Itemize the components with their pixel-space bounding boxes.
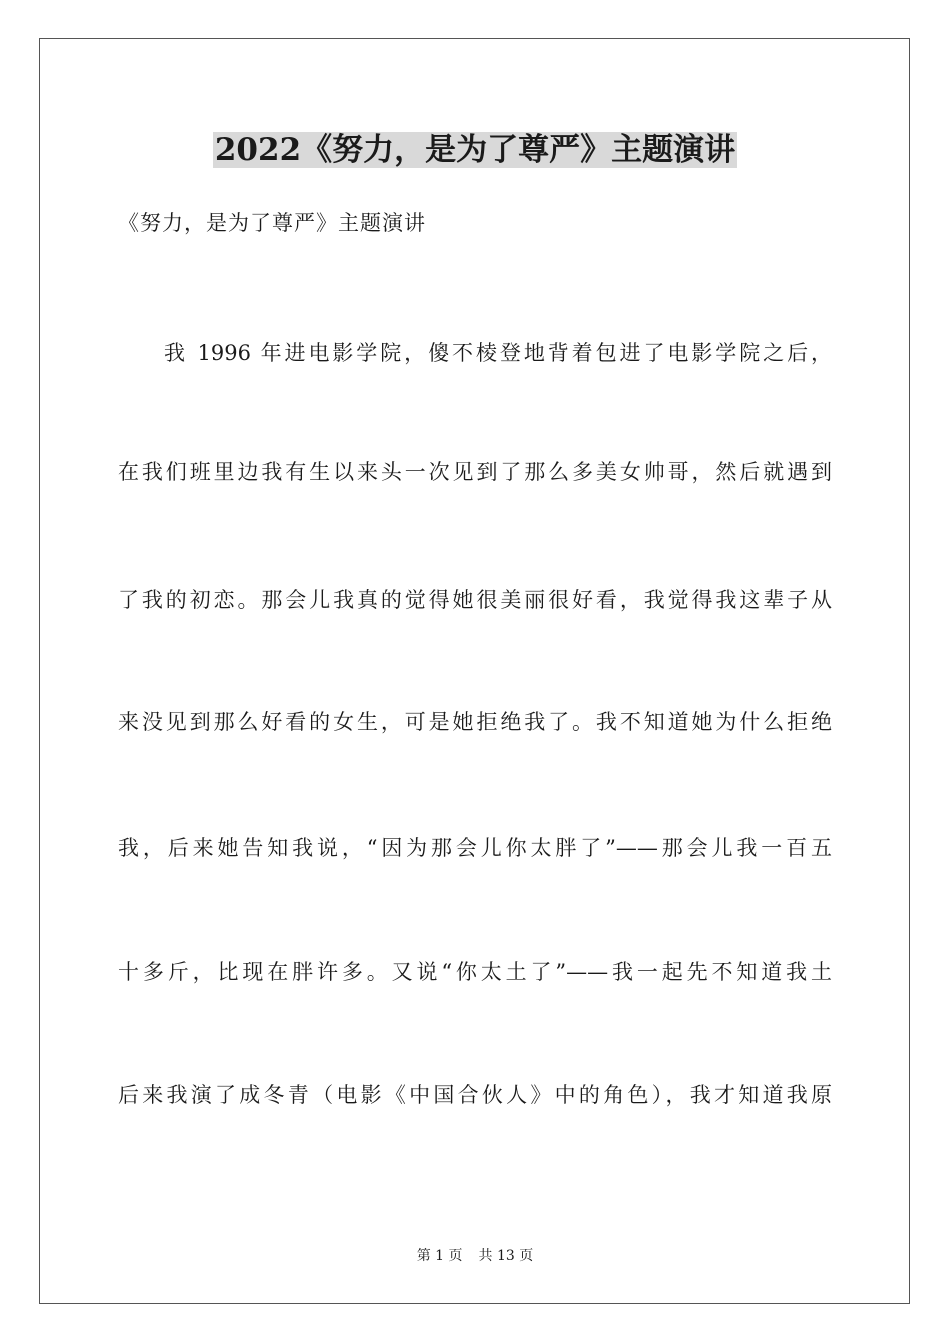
body-line: 我，后来她告知我说，“因为那会儿你太胖了”——那会儿我一百五: [118, 836, 832, 860]
body-line: 十多斤，比现在胖许多。又说“你太土了”——我一起先不知道我土: [118, 960, 832, 984]
body-line: 我 1996 年进电影学院，傻不棱登地背着包进了电影学院之后，: [164, 341, 832, 365]
document-title-text: 2022《努力，是为了尊严》主题演讲: [214, 132, 736, 168]
body-line: 后来我演了成冬青（电影《中国合伙人》中的角色），我才知道我原: [118, 1083, 832, 1107]
body-line: 在我们班里边我有生以来头一次见到了那么多美女帅哥，然后就遇到: [118, 460, 832, 484]
document-subtitle: 《努力，是为了尊严》主题演讲: [118, 211, 426, 235]
page-total: 共 13 页: [478, 1248, 534, 1264]
page-footer: [0, 1246, 950, 1266]
page-number: 第 1 页: [416, 1248, 463, 1264]
body-line: 来没见到那么好看的女生，可是她拒绝我了。我不知道她为什么拒绝: [118, 710, 832, 734]
body-line: 了我的初恋。那会儿我真的觉得她很美丽很好看，我觉得我这辈子从: [118, 588, 832, 612]
document-title: [0, 128, 950, 172]
